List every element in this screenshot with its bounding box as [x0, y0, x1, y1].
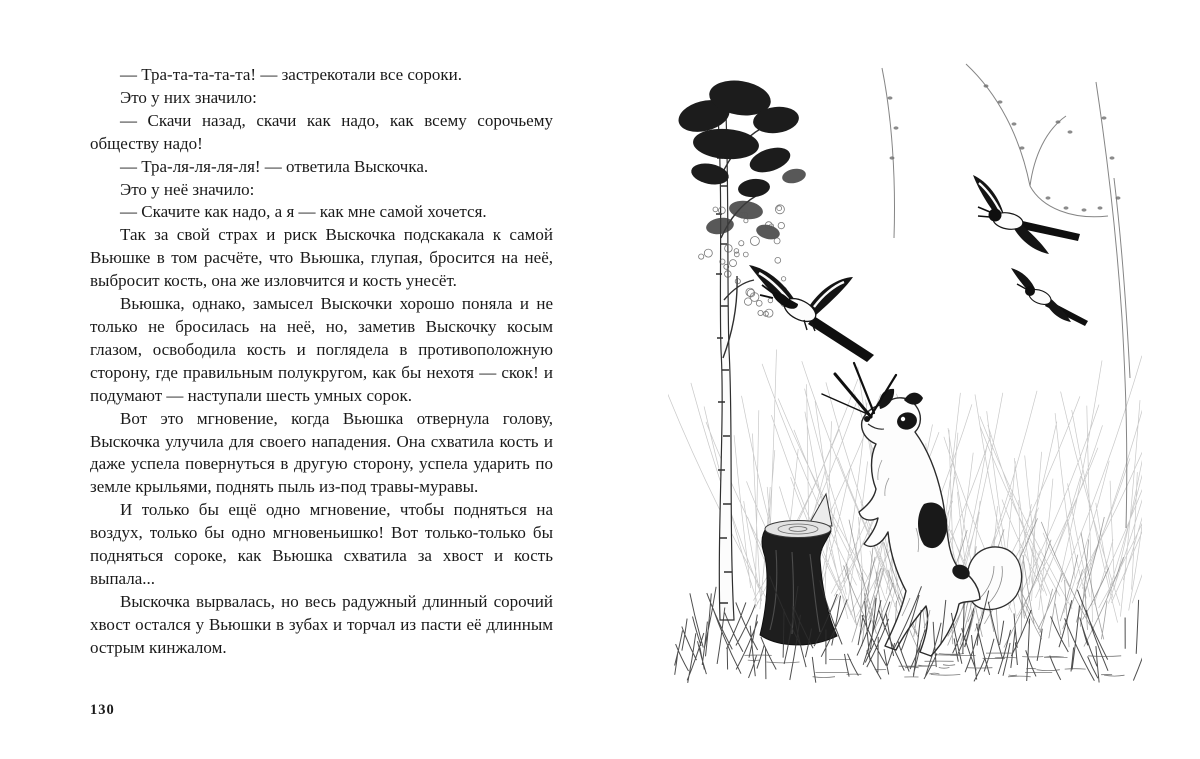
- paragraph: Вьюшка, однако, замысел Выскочки хорошо поняла и не только не бросилась на неё, но, заметив Выскочку косым глазом, освободила кость и поглядела в противоположную сторону, где правильным полукругом, как бы нехотя — скок! и подумают — наступали шесть умных сорок.: [90, 294, 553, 405]
- foliage: [675, 76, 800, 198]
- paragraph: И только бы ещё одно мгновение, чтобы подняться на воздух, только бы одно мгновеньишко! Вот только-только бы подняться сороке, как Вьюшка схватила за хвост и кость выпала...: [90, 500, 553, 588]
- page-number: 130: [90, 702, 115, 718]
- right-page: [668, 58, 1142, 706]
- paragraph: — Тра-ля-ля-ля-ля! — ответила Выскочка.: [120, 156, 429, 176]
- text-block: [90, 64, 553, 660]
- ground-scribbles: [744, 653, 1124, 677]
- magpie-2: [973, 175, 1080, 254]
- paragraph: — Скачи назад, скачи как надо, как всему сорочьему обществу надо!: [90, 110, 553, 153]
- illustration-svg: [668, 58, 1142, 706]
- paragraph: — Скачите как надо, а я — как мне самой хочется.: [120, 202, 487, 222]
- paragraph: Это у неё значило:: [120, 179, 255, 199]
- twig-leaves: [888, 84, 1121, 211]
- paragraph: — Тра-та-та-та-та! — застрекотали все сороки.: [120, 65, 463, 84]
- paragraph: Так за свой страх и риск Выскочка подскакала к самой Вьюшке в том расчёте, что Вьюшка, глупая, бросится на неё, выбросит кость, она же изловчится и кость унесёт.: [90, 225, 553, 291]
- paragraph: Вот это мгновение, когда Вьюшка отвернула голову, Выскочка улучила для своего нападения. Она схватила кость и даже успела повернуться в другую сторону, успела ударить по земле крыльями, поднять пыль из-под травы-муравы.: [90, 408, 553, 497]
- left-page: [90, 64, 553, 718]
- paragraph: Это у них значило:: [120, 87, 257, 107]
- paragraph: Выскочка вырвалась, но весь радужный длинный сорочий хвост остался у Вьюшки в зубах и торчал из пасти её длинным острым кинжалом.: [90, 591, 553, 657]
- magpie-1: [749, 265, 874, 362]
- dog-eye: [901, 417, 905, 421]
- magpie-3: [1011, 268, 1088, 326]
